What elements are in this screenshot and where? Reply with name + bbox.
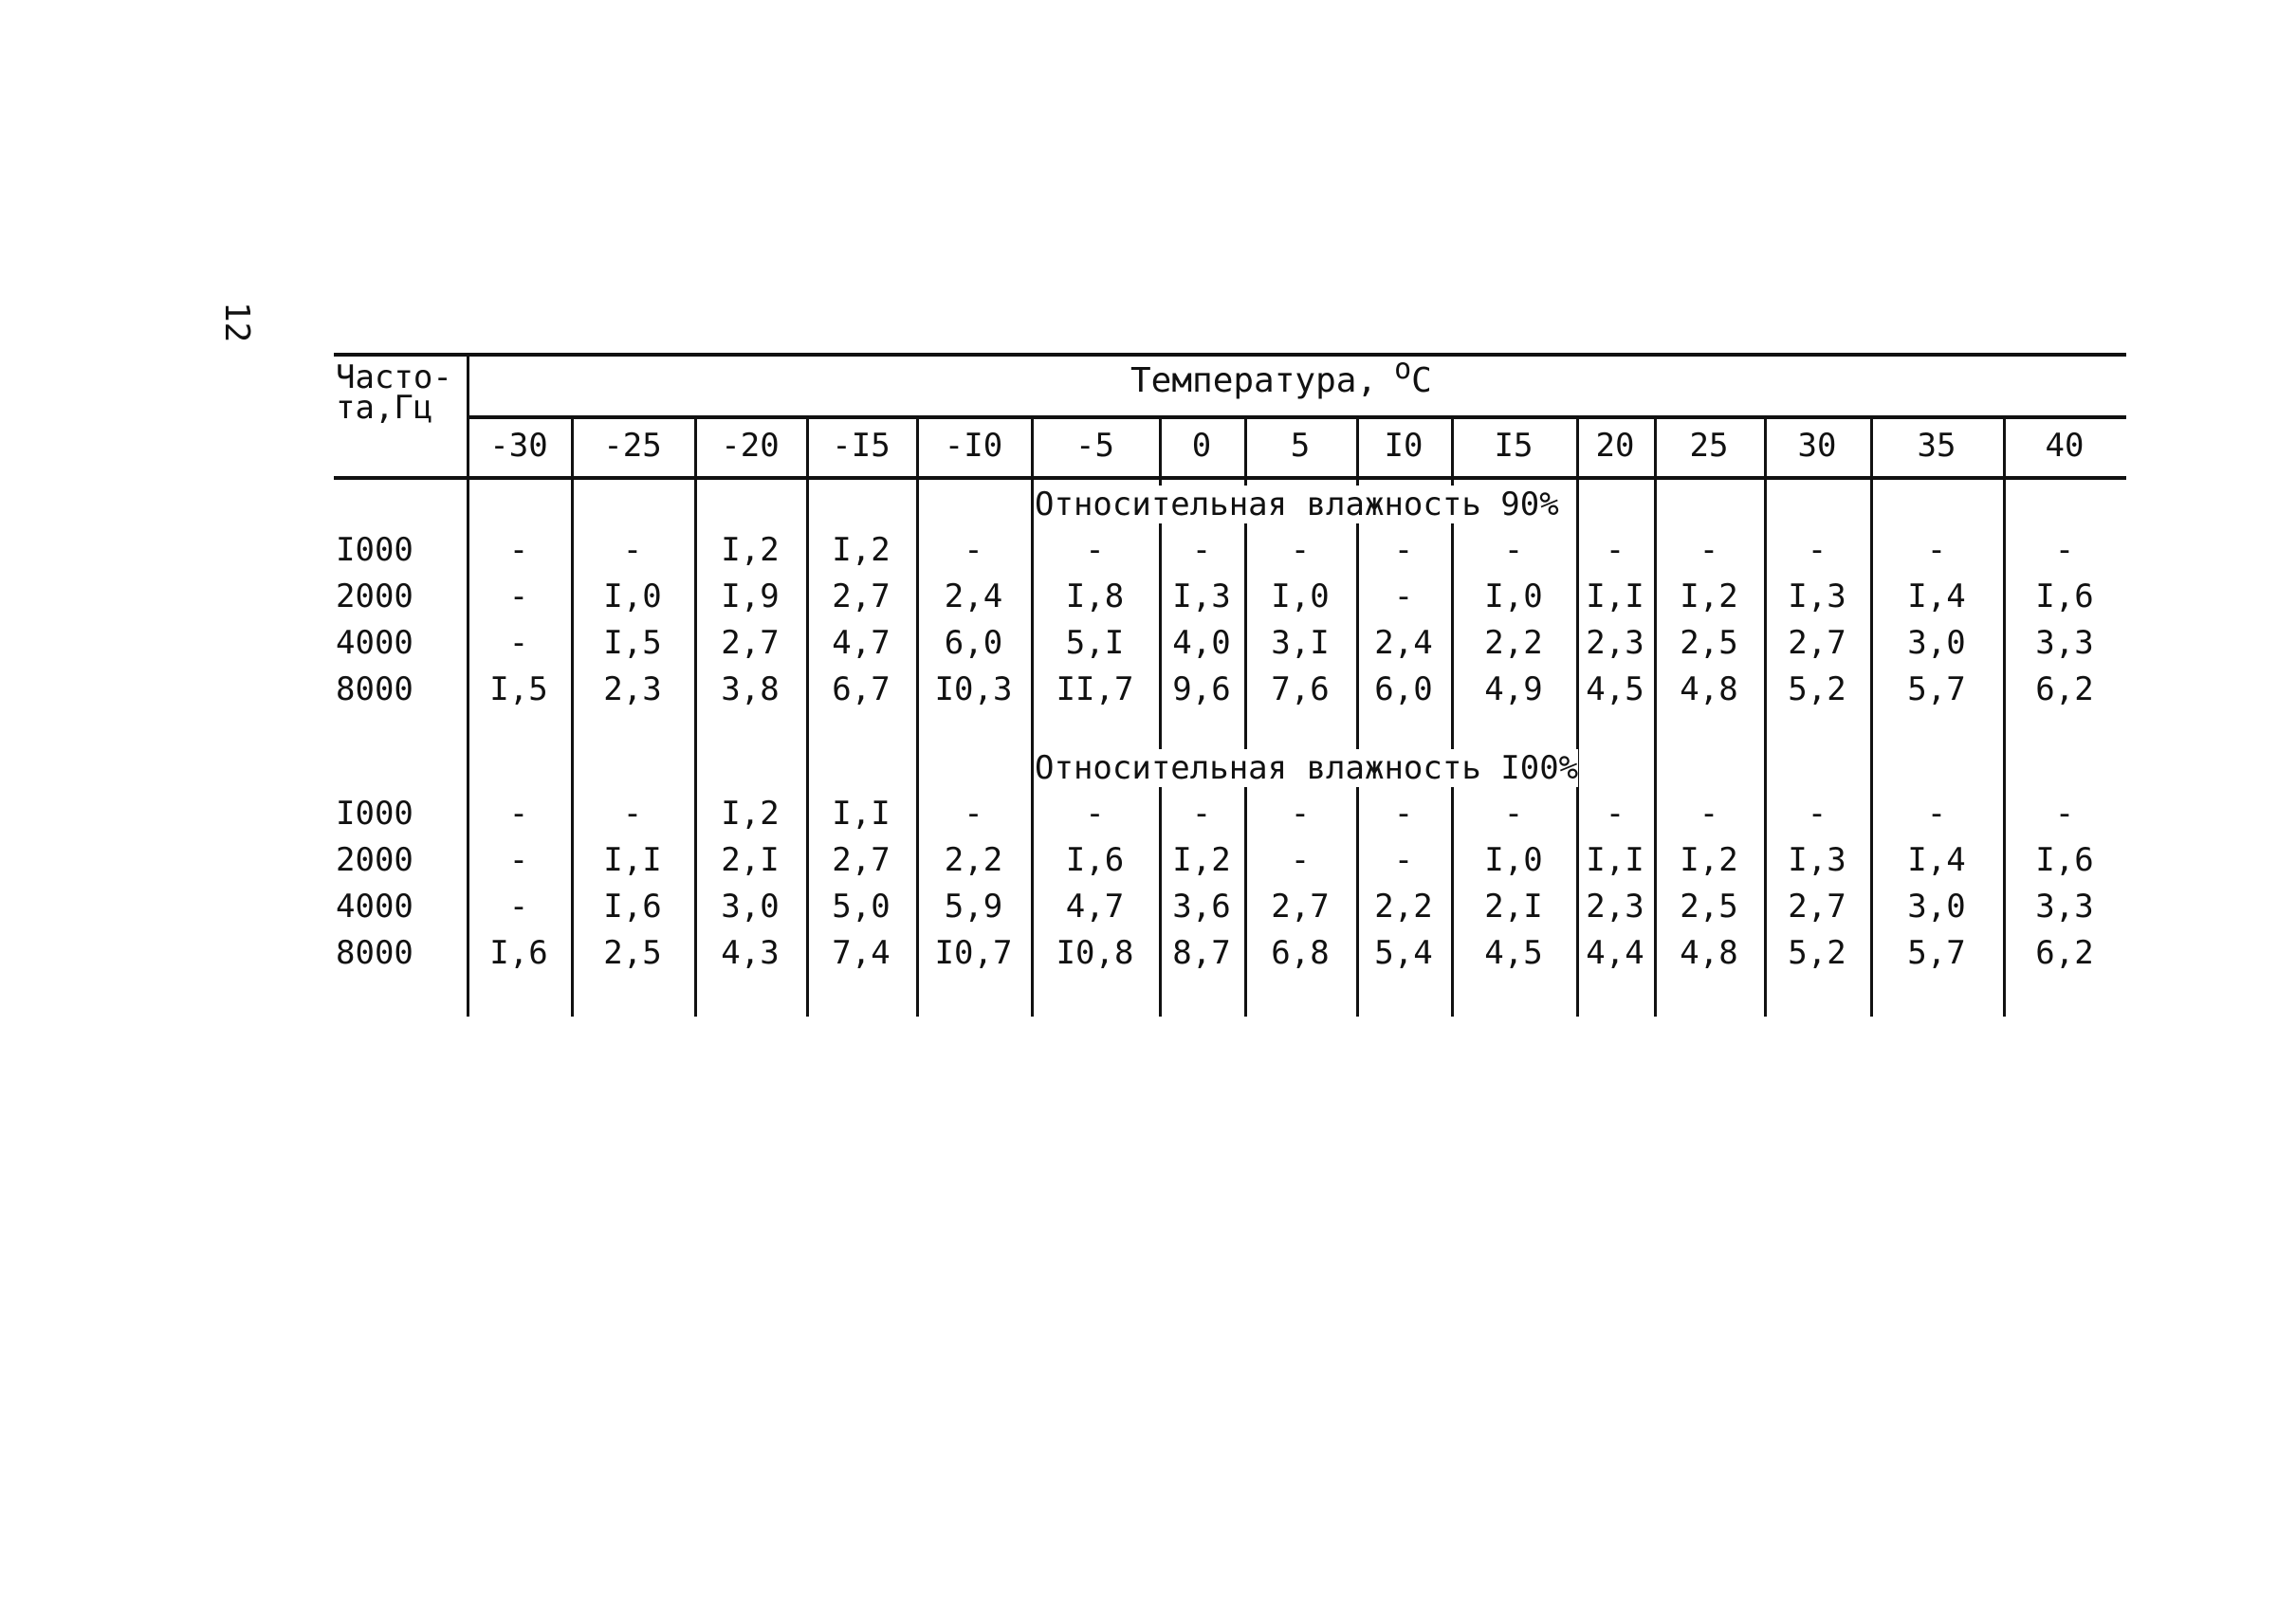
temperature-column-header: 30 (1797, 427, 1837, 465)
table-cell: - (1503, 795, 1524, 833)
table-cell: 5,9 (944, 888, 1003, 926)
temperature-column-header: -I5 (832, 427, 891, 465)
table-cell: 4,3 (721, 934, 780, 972)
table-cell: I,8 (1065, 578, 1125, 615)
table-cell: 2,7 (832, 578, 891, 615)
table-cell: 4,4 (1586, 934, 1644, 972)
table-cell: I,6 (489, 934, 548, 972)
temperature-unit-degree: o (1394, 353, 1412, 386)
column-divider (1031, 415, 1034, 1017)
table-cell: I,2 (1680, 841, 1738, 879)
table-cell: 3,8 (721, 670, 780, 708)
frequency-cell: 8000 (336, 934, 413, 972)
table-cell: 2,4 (944, 578, 1003, 615)
table-cell: 2,5 (1680, 624, 1738, 662)
temperature-header-label: Температура, (1130, 361, 1378, 400)
table-cell: I,5 (489, 670, 548, 708)
page-number: 12 (217, 302, 256, 343)
frequency-cell: 2000 (336, 578, 413, 615)
table-cell: - (1393, 841, 1414, 879)
table-cell: I,I (603, 841, 662, 879)
column-divider (571, 415, 574, 1017)
table-cell: 5,0 (832, 888, 891, 926)
table-cell: - (1290, 841, 1311, 879)
temperature-column-header: I5 (1494, 427, 1534, 465)
temperature-header (1130, 353, 1432, 402)
frequency-cell: I000 (336, 531, 413, 569)
temperature-column-header: -25 (603, 427, 662, 465)
table-cell: - (1605, 795, 1626, 833)
table-cell: 4,0 (1172, 624, 1231, 662)
table-cell: - (2054, 795, 2075, 833)
table-cell: 5,7 (1907, 934, 1966, 972)
column-divider (806, 415, 809, 1017)
table-cell: I,I (1586, 841, 1644, 879)
table-cell: - (1191, 531, 1212, 569)
table-cell: 3,6 (1172, 888, 1231, 926)
table-cell: I,4 (1907, 841, 1966, 879)
table-cell: I,5 (603, 624, 662, 662)
table-cell: 5,4 (1374, 934, 1433, 972)
table-cell: - (1085, 531, 1105, 569)
temperature-column-header: 40 (2045, 427, 2085, 465)
table-cell: 6,0 (1374, 670, 1433, 708)
temperature-column-header: -I0 (944, 427, 1003, 465)
table-cell: 2,3 (603, 670, 662, 708)
table-cell: I,3 (1172, 578, 1231, 615)
table-cell: 4,8 (1680, 670, 1738, 708)
table-cell: - (1807, 531, 1828, 569)
table-cell: 2,4 (1374, 624, 1433, 662)
table-cell: 3,3 (2035, 888, 2094, 926)
table-cell: 2,7 (1788, 624, 1846, 662)
table-cell: - (964, 531, 983, 569)
table-cell: 9,6 (1172, 670, 1231, 708)
table-cell: - (2054, 531, 2075, 569)
table-cell: 2,2 (944, 841, 1003, 879)
table-cell: - (1926, 531, 1947, 569)
table-cell: 2,7 (1788, 888, 1846, 926)
column-divider (1870, 415, 1873, 1017)
table-cell: 4,8 (1680, 934, 1738, 972)
table-cell: 2,7 (721, 624, 780, 662)
frequency-cell: 2000 (336, 841, 413, 879)
table-cell: I,I (1586, 578, 1644, 615)
table-cell: 3,0 (1907, 624, 1966, 662)
table-cell: 5,I (1065, 624, 1125, 662)
table-cell: I,0 (1484, 578, 1543, 615)
column-divider (916, 415, 919, 1017)
table-cell: - (1503, 531, 1524, 569)
table-cell: - (508, 795, 529, 833)
table-cell: I,6 (2035, 578, 2094, 615)
frequency-cell: 4000 (336, 624, 413, 662)
table-cell: I,2 (832, 531, 891, 569)
table-cell: - (964, 795, 983, 833)
table-cell: 2,5 (1680, 888, 1738, 926)
table-cell: - (1393, 578, 1414, 615)
table-cell: 4,5 (1586, 670, 1644, 708)
column-divider (2003, 415, 2006, 1017)
table-cell: 4,9 (1484, 670, 1543, 708)
table-cell: 4,5 (1484, 934, 1543, 972)
table-cell: I,0 (1484, 841, 1543, 879)
table-cell: I,6 (603, 888, 662, 926)
table-cell: 3,0 (721, 888, 780, 926)
table-cell: I,2 (721, 795, 780, 833)
table-cell: 2,2 (1484, 624, 1543, 662)
table-cell: I,9 (721, 578, 780, 615)
section-title: Относительная влажность I00% (1035, 749, 1579, 787)
table-cell: I,3 (1788, 841, 1846, 879)
table-cell: 6,2 (2035, 670, 2094, 708)
section-title: Относительная влажность 90% (1035, 486, 1559, 523)
table-cell: 2,7 (1271, 888, 1330, 926)
table-cell: 2,I (721, 841, 780, 879)
temperature-column-header: 0 (1191, 427, 1212, 465)
temperature-column-header: -30 (489, 427, 548, 465)
table-cell: I0,7 (934, 934, 1013, 972)
table-cell: 2,7 (832, 841, 891, 879)
table-cell: - (508, 624, 529, 662)
table-cell: I,0 (1271, 578, 1330, 615)
table-cell: - (1807, 795, 1828, 833)
table-cell: - (1926, 795, 1947, 833)
table-cell: I,2 (721, 531, 780, 569)
table-cell: - (622, 531, 643, 569)
temperature-column-header: 25 (1689, 427, 1729, 465)
table-cell: - (508, 888, 529, 926)
table-cell: 6,8 (1271, 934, 1330, 972)
table-cell: - (1085, 795, 1105, 833)
column-divider (1576, 415, 1579, 1017)
table-cell: 6,0 (944, 624, 1003, 662)
table-cell: 7,4 (832, 934, 891, 972)
table-cell: - (1393, 795, 1414, 833)
table-cell: - (1699, 795, 1719, 833)
table-cell: - (1191, 795, 1212, 833)
temperature-column-header: I0 (1384, 427, 1424, 465)
table-cell: 2,3 (1586, 888, 1644, 926)
table-cell: I,2 (1172, 841, 1231, 879)
table-cell: 5,7 (1907, 670, 1966, 708)
column-divider (1764, 415, 1767, 1017)
temperature-column-header: 20 (1595, 427, 1635, 465)
table-cell: 2,2 (1374, 888, 1433, 926)
table-cell: I,6 (2035, 841, 2094, 879)
table-cell: I,6 (1065, 841, 1125, 879)
column-divider (694, 415, 697, 1017)
temperature-column-header: -20 (721, 427, 780, 465)
table-cell: - (508, 841, 529, 879)
column-divider (1654, 415, 1657, 1017)
frequency-column-header: Часто- та,Гц (336, 358, 452, 427)
table-cell: I,I (832, 795, 891, 833)
table-cell: 2,3 (1586, 624, 1644, 662)
table-cell: 4,7 (1065, 888, 1125, 926)
table-cell: - (1290, 795, 1311, 833)
table-cell: 5,2 (1788, 934, 1846, 972)
table-cell: 6,7 (832, 670, 891, 708)
temperature-column-header: -5 (1075, 427, 1114, 465)
temperature-column-header: 5 (1290, 427, 1311, 465)
table-rule (467, 415, 2126, 419)
table-cell: II,7 (1056, 670, 1134, 708)
table-cell: 2,5 (603, 934, 662, 972)
table-cell: - (1605, 531, 1626, 569)
table-cell: - (508, 578, 529, 615)
table-cell: I0,3 (934, 670, 1013, 708)
table-cell: I,3 (1788, 578, 1846, 615)
table-cell: 2,I (1484, 888, 1543, 926)
table-cell: I,2 (1680, 578, 1738, 615)
table-cell: 5,2 (1788, 670, 1846, 708)
table-cell: I,0 (603, 578, 662, 615)
table-cell: - (1290, 531, 1311, 569)
temperature-unit: C (1411, 361, 1432, 400)
table-cell: I,4 (1907, 578, 1966, 615)
table-cell: - (508, 531, 529, 569)
table-cell: 3,3 (2035, 624, 2094, 662)
table-cell: 3,I (1271, 624, 1330, 662)
table-cell: 8,7 (1172, 934, 1231, 972)
frequency-cell: I000 (336, 795, 413, 833)
table-cell: - (1393, 531, 1414, 569)
attenuation-table (334, 353, 2126, 1017)
frequency-cell: 8000 (336, 670, 413, 708)
table-cell: 4,7 (832, 624, 891, 662)
table-rule (334, 476, 2126, 480)
table-cell: - (1699, 531, 1719, 569)
table-cell: 6,2 (2035, 934, 2094, 972)
table-cell: 3,0 (1907, 888, 1966, 926)
table-cell: 7,6 (1271, 670, 1330, 708)
temperature-column-header: 35 (1917, 427, 1956, 465)
table-cell: - (622, 795, 643, 833)
frequency-cell: 4000 (336, 888, 413, 926)
table-rule (334, 353, 2126, 357)
table-cell: I0,8 (1056, 934, 1134, 972)
